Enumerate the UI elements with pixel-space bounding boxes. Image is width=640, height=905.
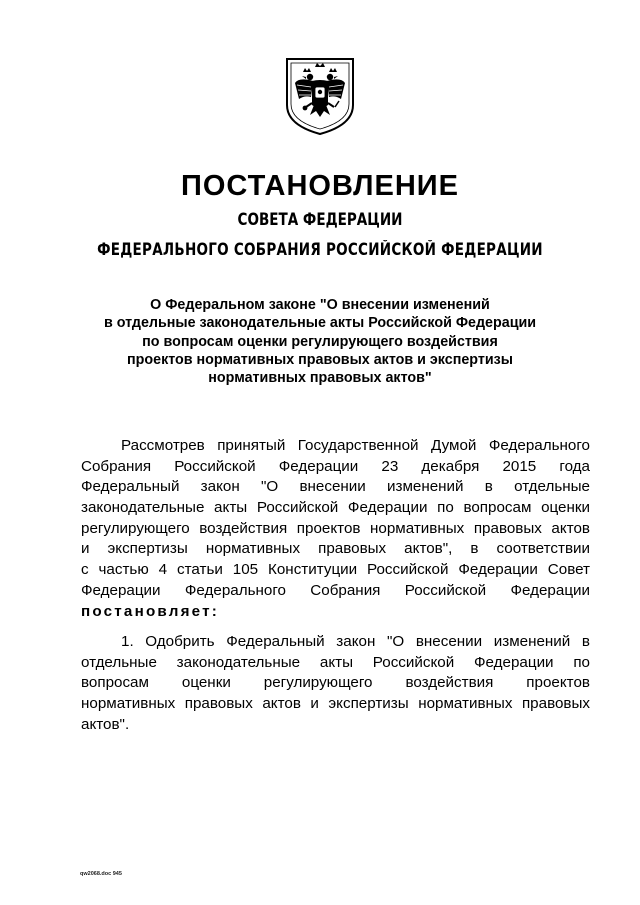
subject-line: проектов нормативных правовых актов и экспертизы [127,351,513,368]
text-line: отдельные законодательные акты Российской Федерации по [81,653,590,671]
text-line: Собрания Российской Федерации 23 декабря 2015 года [81,457,590,475]
subject-line: по вопросам оценки регулирующего воздействия [142,333,498,350]
issuer-line-1: СОВЕТА ФЕДЕРАЦИИ [237,210,403,229]
text-line: вопросам оценки регулирующего воздействия проектов [81,674,590,692]
clause-1 [81,632,590,735]
subject-line: в отдельные законодательные акты Российской Федерации [103,315,537,332]
coat-of-arms-icon [281,55,359,137]
issuer-line-2: ФЕДЕРАЛЬНОГО СОБРАНИЯ РОССИЙСКОЙ ФЕДЕРАЦИИ [97,240,543,259]
subject-line: нормативных правовых актов" [208,370,432,387]
preamble-paragraph [81,436,590,622]
text-line: актов". [81,715,130,733]
resolution-subject [60,296,580,387]
subject-line: О Федеральном законе "О внесении изменений [150,297,490,313]
text-line: законодательные акты Российской Федерации по вопросам оценки [81,499,590,517]
document-title: ПОСТАНОВЛЕНИЕ [181,170,459,202]
text-line: 1. Одобрить Федеральный закон "О внесении изменений в [121,633,590,650]
resolves-word: постановляет: [81,602,220,620]
text-line: регулирующего воздействия проектов нормативных правовых актов [81,519,590,537]
text-line: нормативных правовых актов и экспертизы нормативных правовых [81,695,590,713]
text-line: Рассмотрев принятый Государственной Думой Федерального [121,437,590,454]
text-line: Федерации Федерального Собрания Российской Федерации [81,581,590,599]
file-reference: qw2068.doc 945 [80,871,122,877]
text-line: Федеральный закон "О внесении изменений в отдельные [81,478,590,496]
text-line: с частью 4 статьи 105 Конституции Российской Федерации Совет [81,561,590,579]
text-line: и экспертизы нормативных правовых актов", в соответствии [81,540,590,558]
